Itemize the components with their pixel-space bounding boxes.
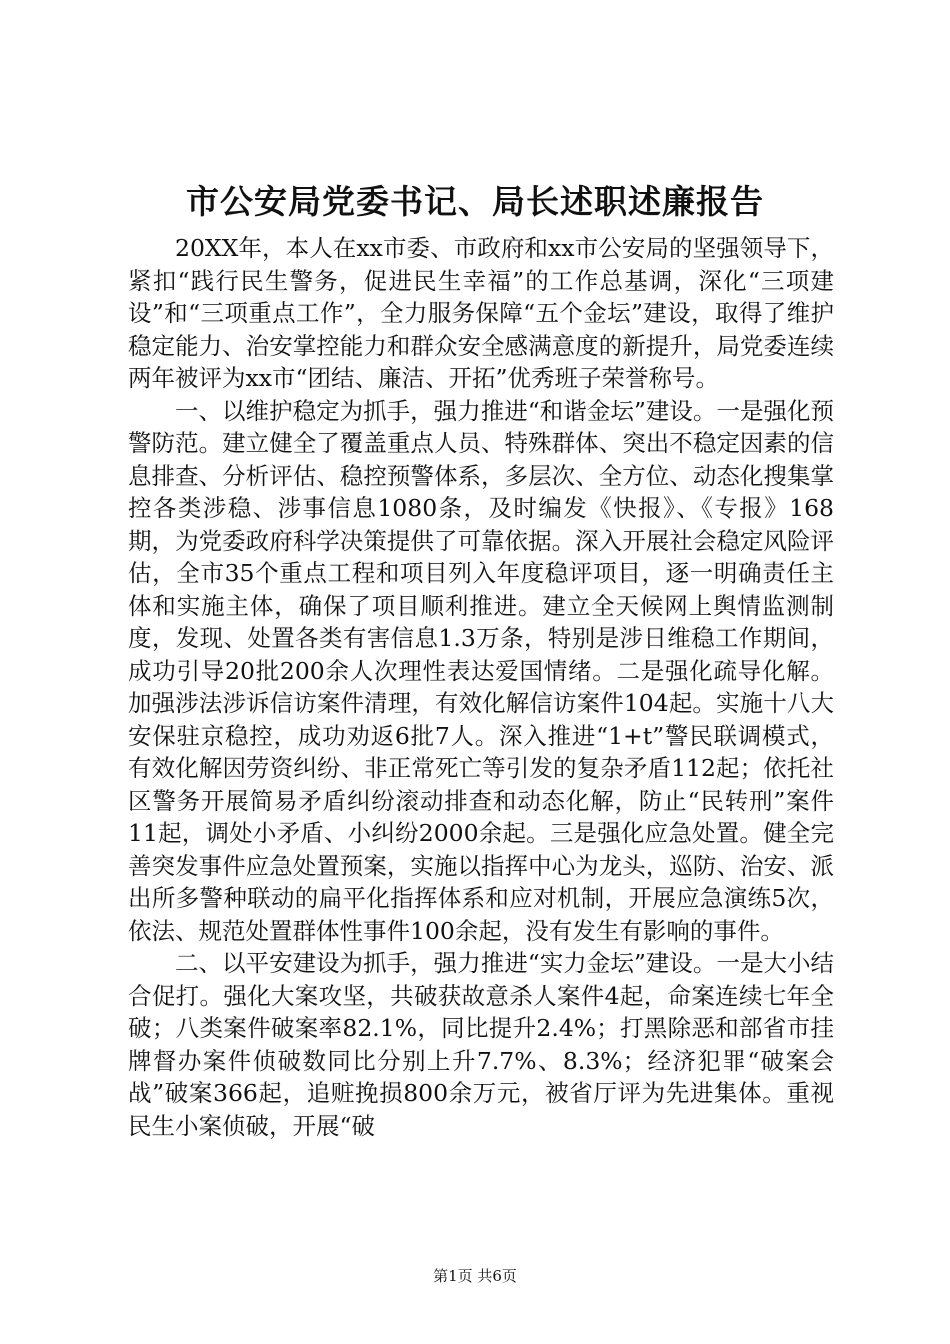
document-title: 市公安局党委书记、局长述职述廉报告 [186, 182, 764, 221]
paragraph-section-one: 一、以维护稳定为抓手，强力推进“和谐金坛”建设。一是强化预警防范。建立健全了覆盖重点人员、特殊群体、突出不稳定因素的信息排查、分析评估、稳控预警体系，多层次、全方位、动态化搜集掌控各类涉稳、涉事信息1080条，及时编发《快报》、《专报》168期，为党委政府科学决策提供了可靠依据。深入开展社会稳定风险评估，全市35个重点工程和项目列入年度稳评项目，逐一明确责任主体和实施主体，确保了项目顺利推进。建立全天候网上舆情监测制度，发现、处置各类有害信息1.3万条，特别是涉日维稳工作期间，成功引导20批200余人次理性表达爱国情绪。二是强化疏导化解。加强涉法涉诉信访案件清理，有效化解信访案件104起。实施十八大安保驻京稳控，成功劝返6批7人。深入推进“1+t”警民联调模式，有效化解因劳资纠纷、非正常死亡等引发的复杂矛盾112起；依托社区警务开展简易矛盾纠纷滚动排查和动态化解，防止“民转刑”案件11起，调处小矛盾、小纠纷2000余起。三是强化应急处置。健全完善突发事件应急处置预案，实施以指挥中心为龙头，巡防、治安、派出所多警种联动的扁平化指挥体系和应对机制，开展应急演练5次，依法、规范处置群体性事件100余起，没有发生有影响的事件。 [128, 396, 834, 945]
paragraph-intro: 20XX年，本人在xx市委、市政府和xx市公安局的坚强领导下，紧扣“践行民生警务，促进民生幸福”的工作总基调，深化“三项建设”和“三项重点工作”，全力服务保障“五个金坛”建设，取得了维护稳定能力、治安掌控能力和群众安全感满意度的新提升，局党委连续两年被评为xx市“团结、廉洁、开拓”优秀班子荣誉称号。 [128, 234, 834, 392]
paragraph-section-two: 二、以平安建设为抓手，强力推进“实力金坛”建设。一是大小结合促打。强化大案攻坚，共破获故意杀人案件4起，命案连续七年全破；八类案件破案率82.1%，同比提升2.4%；打黑除恶和部省市挂牌督办案件侦破数同比分别上升7.7%、8.3%；经济犯罪“破案会战”破案366起，追赃挽损800余万元，被省厅评为先进集体。重视民生小案侦破，开展“破 [128, 949, 834, 1140]
page-number-footer: 第1页 共6页 [433, 1267, 517, 1285]
document-body [128, 232, 834, 1142]
